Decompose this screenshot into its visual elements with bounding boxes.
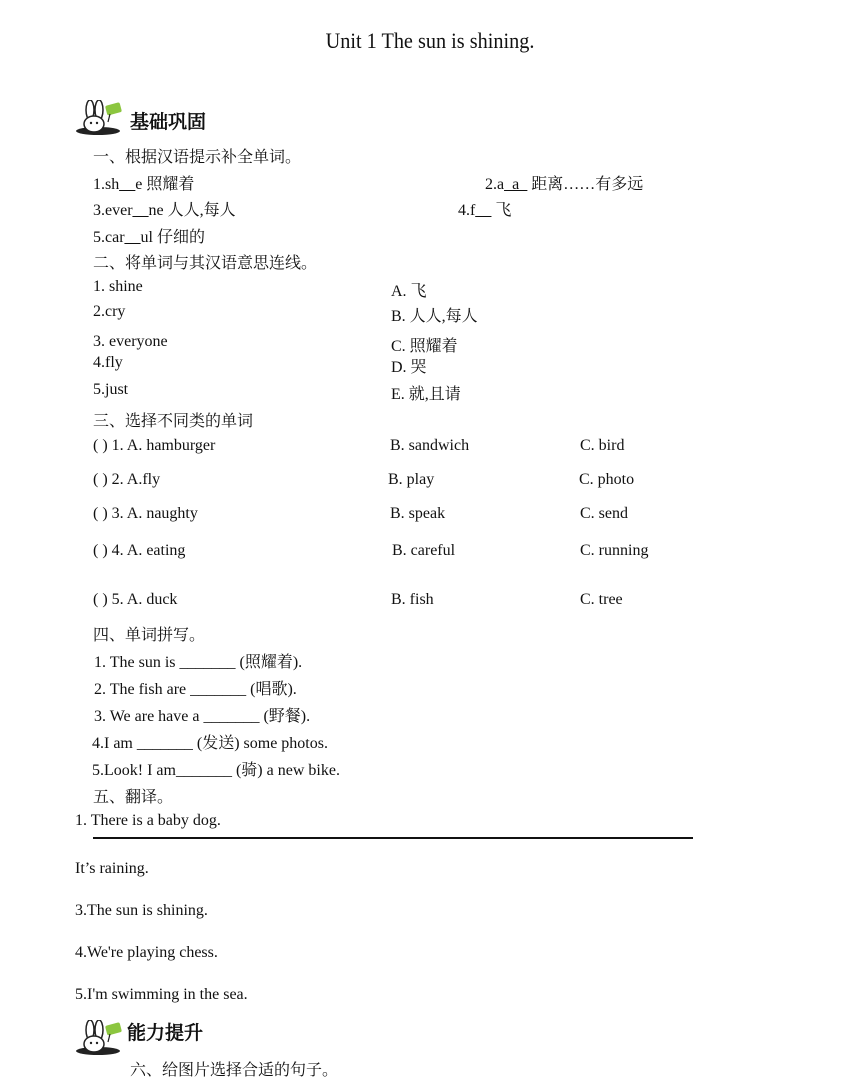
match-right-item: B. 人人,每人 [391, 308, 478, 325]
spelling-item: 1. The sun is _______ (照耀着). [94, 654, 303, 671]
choice-option-c: C. bird [580, 437, 625, 454]
choice-option-c: C. running [580, 542, 649, 559]
part1-item: 2.a_a_ 距离……有多远 [485, 176, 644, 193]
choice-option-c: C. photo [579, 471, 635, 488]
part1-item: 5.car__ul 仔细的 [93, 229, 205, 246]
translate-item: 3.The sun is shining. [75, 902, 208, 919]
choice-option-b: B. careful [392, 542, 456, 559]
match-right-item: A. 飞 [391, 283, 427, 300]
bunny-badge-icon [72, 100, 124, 141]
spelling-item: 3. We are have a _______ (野餐). [94, 708, 311, 725]
answer-line [93, 837, 693, 839]
part5-heading: 五、翻译。 [93, 789, 174, 806]
choice-question: ( ) 3. A. naughty [93, 505, 198, 522]
match-right-item: E. 就,且请 [391, 386, 461, 403]
part1-item: 4.f__ 飞 [458, 202, 512, 219]
match-left-item: 2.cry [93, 303, 126, 320]
spelling-item: 2. The fish are _______ (唱歌). [94, 681, 297, 698]
spelling-item: 4.I am _______ (发送) some photos. [92, 735, 328, 752]
choice-option-b: B. sandwich [390, 437, 470, 454]
translate-item: 1. There is a baby dog. [75, 812, 221, 829]
part6-heading: 六、给图片选择合适的句子。 [130, 1062, 339, 1079]
match-right-item: D. 哭 [391, 359, 427, 376]
part2-heading: 二、将单词与其汉语意思连线。 [93, 255, 318, 272]
choice-question: ( ) 5. A. duck [93, 591, 178, 608]
choice-option-b: B. play [388, 471, 435, 488]
part1-item: 3.ever__ne 人人,每人 [93, 202, 236, 219]
match-left-item: 5.just [93, 381, 129, 398]
choice-option-b: B. speak [390, 505, 446, 522]
part3-heading: 三、选择不同类的单词 [93, 413, 254, 430]
choice-question: ( ) 2. A.fly [93, 471, 161, 488]
spelling-item: 5.Look! I am_______ (骑) a new bike. [92, 762, 340, 779]
translate-item: 5.I'm swimming in the sea. [75, 986, 248, 1003]
choice-option-c: C. send [580, 505, 628, 522]
choice-question: ( ) 1. A. hamburger [93, 437, 216, 454]
match-right-item: C. 照耀着 [391, 338, 458, 355]
translate-item: 4.We're playing chess. [75, 944, 218, 961]
part1-heading: 一、根据汉语提示补全单词。 [93, 149, 302, 166]
choice-question: ( ) 4. A. eating [93, 542, 186, 559]
section-label-basic: 基础巩固 [130, 111, 207, 133]
match-left-item: 1. shine [93, 278, 143, 295]
bunny-badge-icon [72, 1020, 124, 1061]
translate-item: It’s raining. [75, 860, 149, 877]
match-left-item: 4.fly [93, 354, 123, 371]
part4-heading: 四、单词拼写。 [93, 627, 206, 644]
match-left-item: 3. everyone [93, 333, 168, 350]
choice-option-b: B. fish [391, 591, 434, 608]
page-title: Unit 1 The sun is shining. [325, 28, 535, 53]
section-label-advanced: 能力提升 [127, 1022, 204, 1044]
part1-item: 1.sh__e 照耀着 [93, 176, 195, 193]
choice-option-c: C. tree [580, 591, 623, 608]
